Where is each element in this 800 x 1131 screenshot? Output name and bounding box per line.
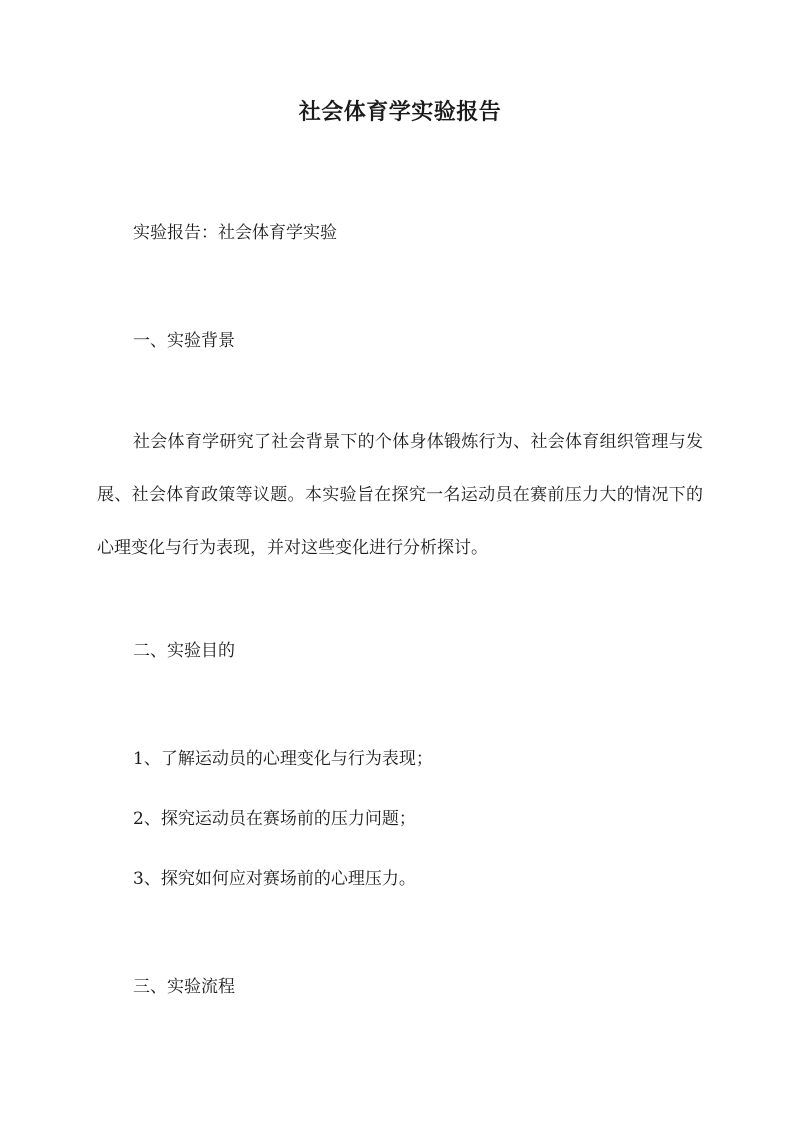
section-heading-purpose: 二、实验目的 <box>133 641 235 661</box>
purpose-item-3: 3、探究如何应对赛场前的心理压力。 <box>133 869 416 889</box>
purpose-item-2: 2、探究运动员在赛场前的压力问题； <box>133 809 416 829</box>
document-title: 社会体育学实验报告 <box>298 99 502 125</box>
report-subtitle: 实验报告：社会体育学实验 <box>133 223 337 243</box>
purpose-item-1: 1、了解运动员的心理变化与行为表现； <box>133 749 433 769</box>
section-heading-process: 三、实验流程 <box>133 977 235 997</box>
section-heading-background: 一、实验背景 <box>133 331 235 351</box>
background-paragraph: 社会体育学研究了社会背景下的个体身体锻炼行为、社会体育组织管理与发展、社会体育政策等议题。本实验旨在探究一名运动员在赛前压力大的情况下的心理变化与行为表现，并对这些变化进行分析探讨。 <box>97 432 703 558</box>
